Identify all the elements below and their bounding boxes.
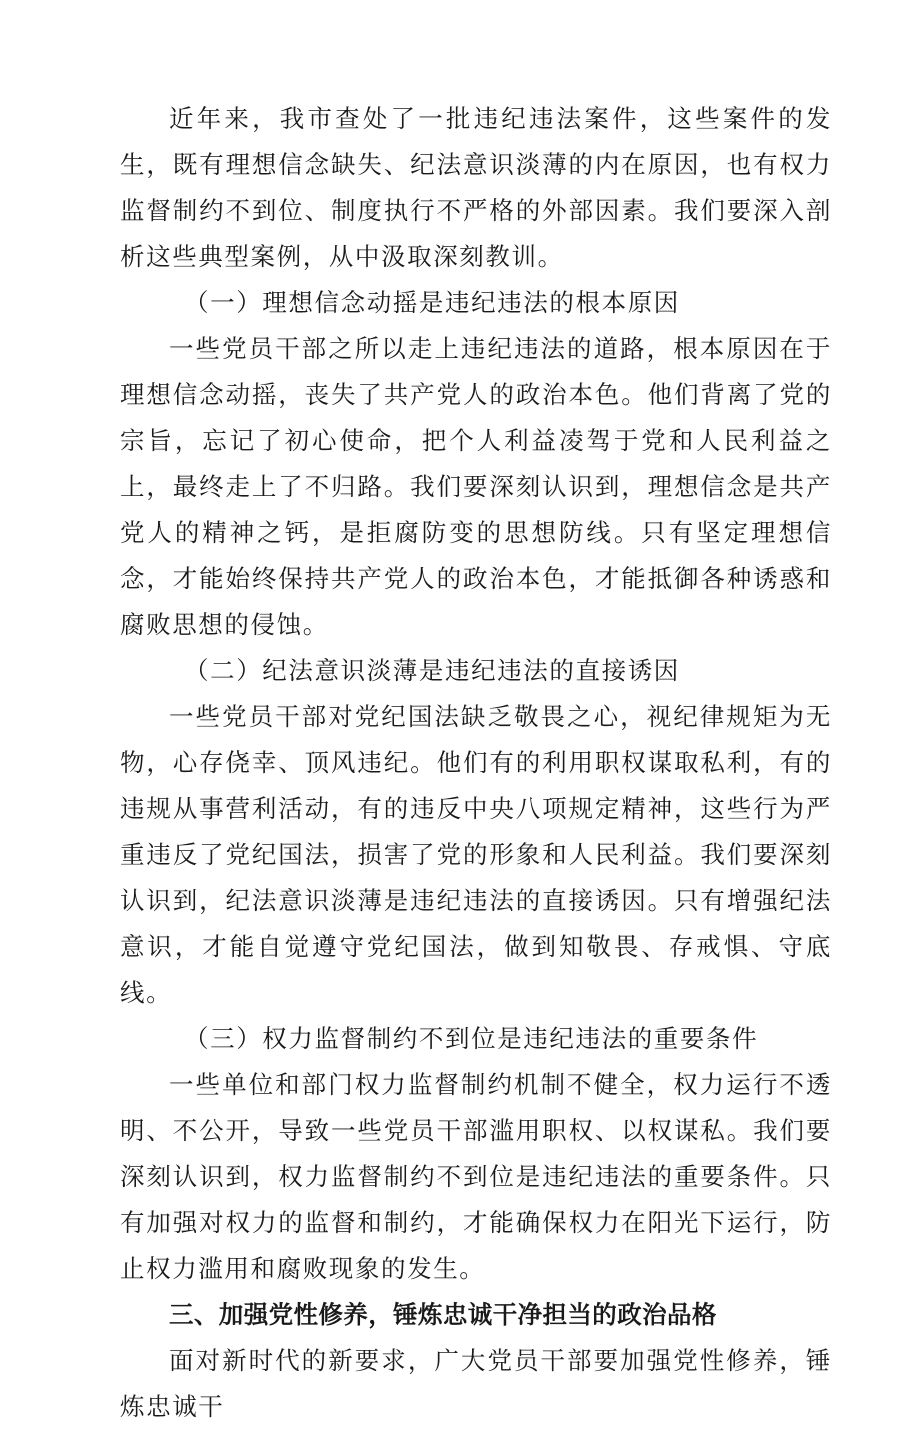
body-paragraph-supervision: 一些单位和部门权力监督制约机制不健全，权力运行不透明、不公开，导致一些党员干部滥用职权、以权谋私。我们要深刻认识到，权力监督制约不到位是违纪违法的重要条件。只有加强对权力的监督和制约，才能确保权力在阳光下运行，防止权力滥用和腐败现象的发生。	[120, 1070, 832, 1283]
subheading-1: （一）理想信念动摇是违纪违法的根本原因	[184, 288, 680, 317]
subheading-2: （二）纪法意识淡薄是违纪违法的直接诱因	[184, 656, 680, 685]
subheading-3: （三）权力监督制约不到位是违纪违法的重要条件	[184, 1024, 759, 1053]
section-heading-3: 三、加强党性修养，锤炼忠诚干净担当的政治品格	[169, 1300, 717, 1329]
body-paragraph-discipline: 一些党员干部对党纪国法缺乏敬畏之心，视纪律规矩为无物，心存侥幸、顶风违纪。他们有的利用职权谋取私利，有的违规从事营利活动，有的违反中央八项规定精神，这些行为严重违反了党纪国法，损害了党的形象和人民利益。我们要深刻认识到，纪法意识淡薄是违纪违法的直接诱因。只有增强纪法意识，才能自觉遵守党纪国法，做到知敬畏、存戒惧、守底线。	[120, 702, 832, 1007]
document-body	[120, 96, 832, 1430]
body-paragraph-intro: 近年来，我市查处了一批违纪违法案件，这些案件的发生，既有理想信念缺失、纪法意识淡薄的内在原因，也有权力监督制约不到位、制度执行不严格的外部因素。我们要深入剖析这些典型案例，从中汲取深刻教训。	[120, 104, 832, 271]
body-paragraph-ideals: 一些党员干部之所以走上违纪违法的道路，根本原因在于理想信念动摇，丧失了共产党人的政治本色。他们背离了党的宗旨，忘记了初心使命，把个人利益凌驾于党和人民利益之上，最终走上了不归路。我们要深刻认识到，理想信念是共产党人的精神之钙，是拒腐防变的思想防线。只有坚定理想信念，才能始终保持共产党人的政治本色，才能抵御各种诱惑和腐败思想的侵蚀。	[120, 334, 832, 639]
body-paragraph-new-era: 面对新时代的新要求，广大党员干部要加强党性修养，锤炼忠诚干	[120, 1346, 832, 1421]
